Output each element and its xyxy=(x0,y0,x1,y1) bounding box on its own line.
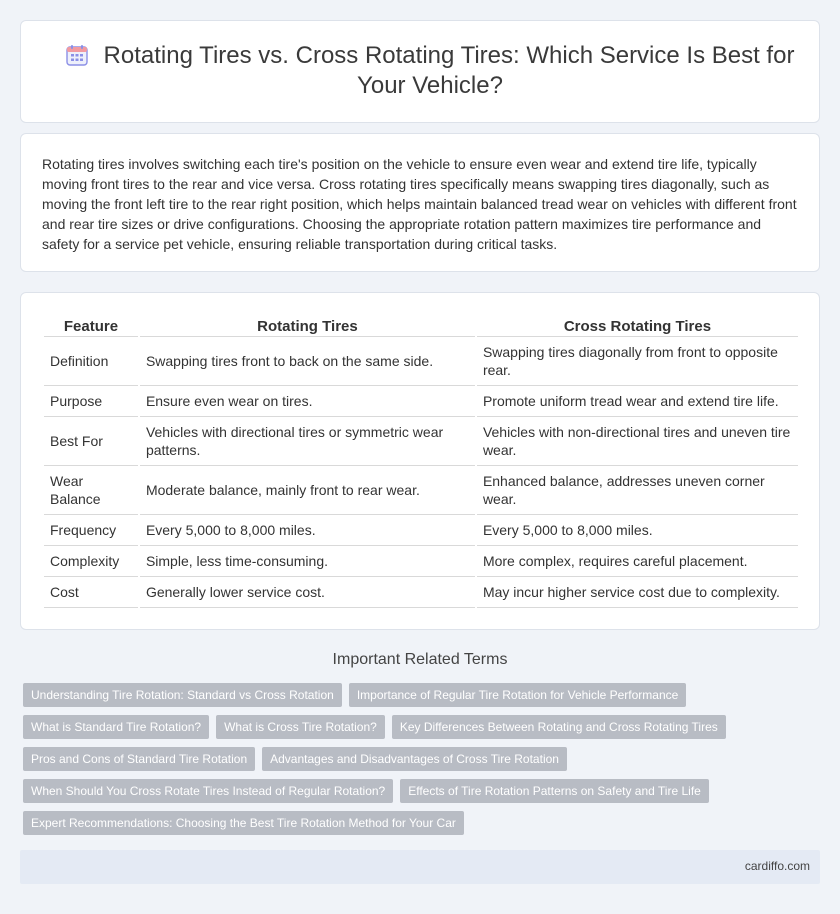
table-row xyxy=(44,577,798,608)
rotating-cell: Moderate balance, mainly front to rear wear. xyxy=(140,466,475,515)
cross-rotating-cell: Promote uniform tread wear and extend tire life. xyxy=(477,386,798,417)
header-cross-rotating-tires: Cross Rotating Tires xyxy=(477,314,798,337)
comparison-table xyxy=(42,314,800,608)
cross-rotating-cell: Swapping tires diagonally from front to opposite rear. xyxy=(477,337,798,386)
table-header-row xyxy=(44,314,798,337)
related-term-link[interactable]: Key Differences Between Rotating and Cross Rotating Tires xyxy=(392,715,726,739)
comparison-table-card xyxy=(20,292,820,630)
related-term-link[interactable]: Effects of Tire Rotation Patterns on Safety and Tire Life xyxy=(400,779,709,803)
feature-cell: Wear Balance xyxy=(44,466,138,515)
related-terms-list xyxy=(23,683,783,843)
rotating-cell: Every 5,000 to 8,000 miles. xyxy=(140,515,475,546)
page-title-wrap xyxy=(61,41,799,101)
table-row xyxy=(44,546,798,577)
feature-cell: Purpose xyxy=(44,386,138,417)
header-card xyxy=(20,20,820,123)
related-term-link[interactable]: When Should You Cross Rotate Tires Instead of Regular Rotation? xyxy=(23,779,393,803)
related-term-link[interactable]: Pros and Cons of Standard Tire Rotation xyxy=(23,747,255,771)
rotating-cell: Generally lower service cost. xyxy=(140,577,475,608)
feature-cell: Best For xyxy=(44,417,138,466)
calendar-icon xyxy=(66,44,88,66)
intro-card xyxy=(20,133,820,272)
footer-site-link[interactable]: cardiffo.com xyxy=(744,859,810,873)
header-feature: Feature xyxy=(44,314,138,337)
related-term-link[interactable]: Understanding Tire Rotation: Standard vs Cross Rotation xyxy=(23,683,342,707)
cross-rotating-cell: Enhanced balance, addresses uneven corner wear. xyxy=(477,466,798,515)
table-row xyxy=(44,386,798,417)
page-title: Rotating Tires vs. Cross Rotating Tires: Which Service Is Best for Your Vehicle? xyxy=(103,42,795,99)
table-row xyxy=(44,515,798,546)
related-term-link[interactable]: Expert Recommendations: Choosing the Best Tire Rotation Method for Your Car xyxy=(23,811,464,835)
related-term-link[interactable]: What is Standard Tire Rotation? xyxy=(23,715,209,739)
rotating-cell: Simple, less time-consuming. xyxy=(140,546,475,577)
cross-rotating-cell: Vehicles with non-directional tires and uneven tire wear. xyxy=(477,417,798,466)
intro-paragraph: Rotating tires involves switching each tire's position on the vehicle to ensure even wear and extend tire life, typically moving front tires to the rear and vice versa. Cross rotating tires specifically means swapping tires diagonally, such as moving the front left tire to the rear right position, which helps maintain balanced tread wear on vehicles with different front and rear tire sizes or drive configurations. Choosing the appropriate rotation pattern maximizes tire performance and safety for a service pet vehicle, ensuring reliable transportation during critical tasks. xyxy=(42,156,797,252)
feature-cell: Frequency xyxy=(44,515,138,546)
feature-cell: Complexity xyxy=(44,546,138,577)
rotating-cell: Vehicles with directional tires or symmetric wear patterns. xyxy=(140,417,475,466)
feature-cell: Definition xyxy=(44,337,138,386)
table-row xyxy=(44,337,798,386)
table-row xyxy=(44,466,798,515)
related-terms-title: Important Related Terms xyxy=(332,651,508,668)
related-term-link[interactable]: Importance of Regular Tire Rotation for Vehicle Performance xyxy=(349,683,687,707)
header-rotating-tires: Rotating Tires xyxy=(140,314,475,337)
footer xyxy=(20,850,820,884)
table-row xyxy=(44,417,798,466)
rotating-cell: Swapping tires front to back on the same side. xyxy=(140,337,475,386)
rotating-cell: Ensure even wear on tires. xyxy=(140,386,475,417)
related-term-link[interactable]: What is Cross Tire Rotation? xyxy=(216,715,385,739)
cross-rotating-cell: May incur higher service cost due to complexity. xyxy=(477,577,798,608)
cross-rotating-cell: Every 5,000 to 8,000 miles. xyxy=(477,515,798,546)
cross-rotating-cell: More complex, requires careful placement. xyxy=(477,546,798,577)
related-term-link[interactable]: Advantages and Disadvantages of Cross Tire Rotation xyxy=(262,747,567,771)
feature-cell: Cost xyxy=(44,577,138,608)
